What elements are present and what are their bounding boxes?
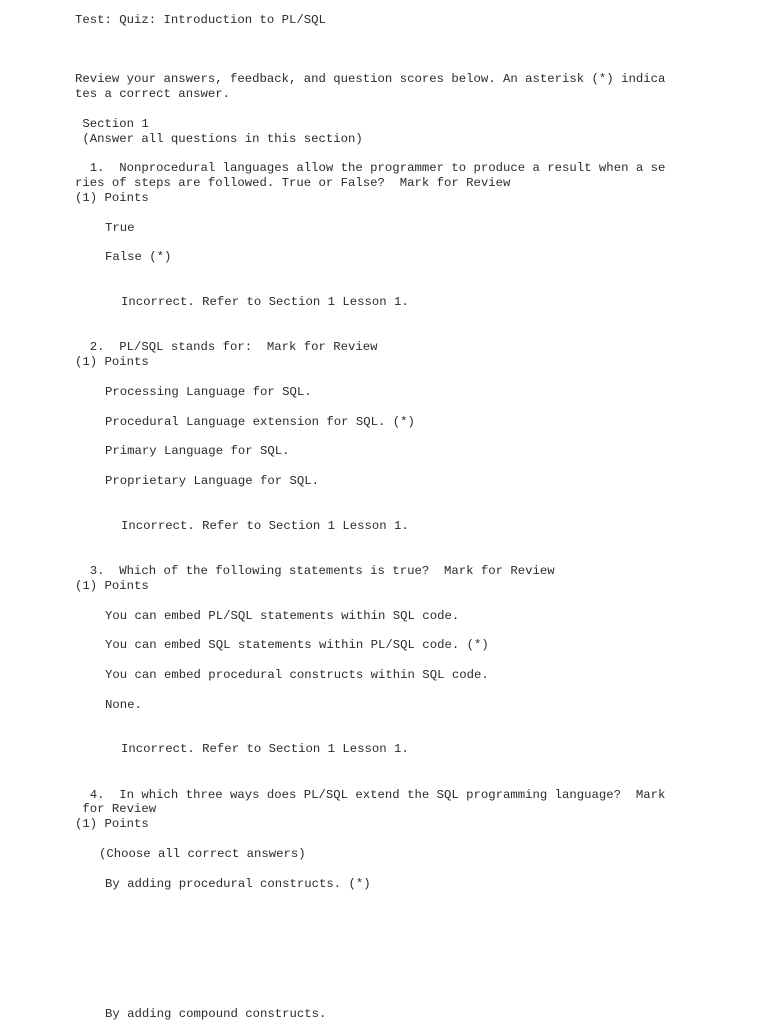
question-3-option-1: You can embed PL/SQL statements within SQL code. xyxy=(105,609,460,623)
question-1-feedback: Incorrect. Refer to Section 1 Lesson 1. xyxy=(121,295,409,309)
intro-text-line-2: tes a correct answer. xyxy=(75,87,230,101)
intro-text-line-1: Review your answers, feedback, and question scores below. An asterisk (*) indica xyxy=(75,72,666,86)
question-3-feedback: Incorrect. Refer to Section 1 Lesson 1. xyxy=(121,742,409,756)
question-4-option-2: By adding compound constructs. xyxy=(105,1007,327,1021)
section-instruction: (Answer all questions in this section) xyxy=(75,132,363,146)
section-heading: Section 1 xyxy=(75,117,149,131)
question-4-text-line-2: for Review xyxy=(75,802,157,816)
question-1-option-2: False (*) xyxy=(105,250,172,264)
question-2-option-1: Processing Language for SQL. xyxy=(105,385,312,399)
question-1-option-1: True xyxy=(105,221,135,235)
question-3-text: 3. Which of the following statements is true? Mark for Review xyxy=(75,564,555,578)
question-1-text-line-2: ries of steps are followed. True or False? Mark for Review xyxy=(75,176,511,190)
question-2-points: (1) Points xyxy=(75,355,149,369)
question-2-option-4: Proprietary Language for SQL. xyxy=(105,474,320,488)
question-3-option-2: You can embed SQL statements within PL/SQL code. (*) xyxy=(105,638,489,652)
question-2-option-2: Procedural Language extension for SQL. (*) xyxy=(105,415,415,429)
question-3-option-4: None. xyxy=(105,698,142,712)
question-4-option-1: By adding procedural constructs. (*) xyxy=(105,877,371,891)
question-4-note: (Choose all correct answers) xyxy=(99,847,306,861)
question-3-option-3: You can embed procedural constructs within SQL code. xyxy=(105,668,489,682)
question-2-option-3: Primary Language for SQL. xyxy=(105,444,290,458)
question-1-text-line-1: 1. Nonprocedural languages allow the programmer to produce a result when a se xyxy=(75,161,666,175)
question-4-text-line-1: 4. In which three ways does PL/SQL extend the SQL programming language? Mark xyxy=(75,788,666,802)
question-2-text: 2. PL/SQL stands for: Mark for Review xyxy=(75,340,378,354)
question-3-points: (1) Points xyxy=(75,579,149,593)
question-4-points: (1) Points xyxy=(75,817,149,831)
question-2-feedback: Incorrect. Refer to Section 1 Lesson 1. xyxy=(121,519,409,533)
question-1-points: (1) Points xyxy=(75,191,149,205)
page-title: Test: Quiz: Introduction to PL/SQL xyxy=(75,13,326,27)
